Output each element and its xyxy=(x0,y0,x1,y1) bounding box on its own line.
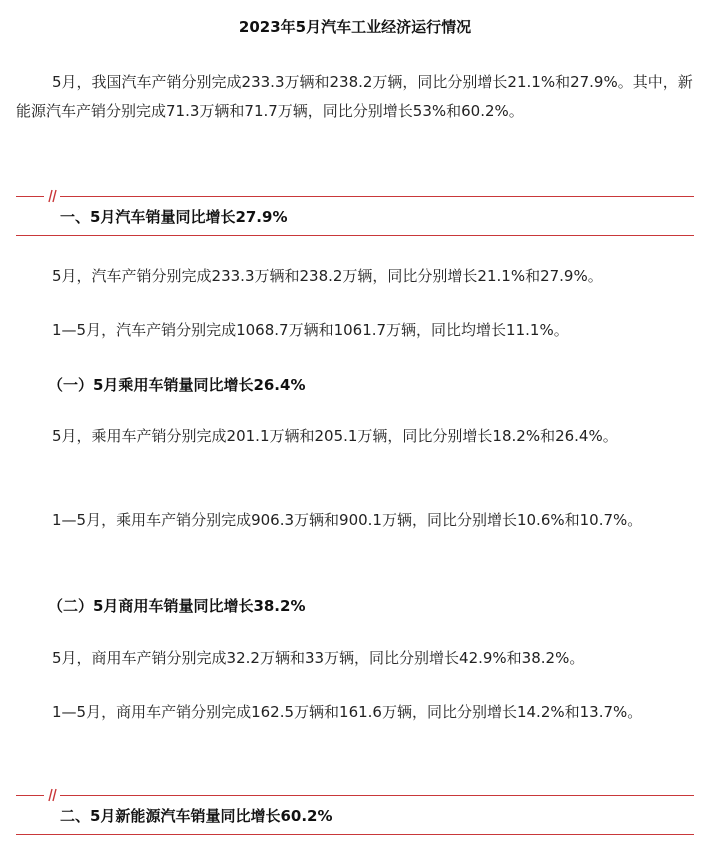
article-title: 2023年5月汽车工业经济运行情况 xyxy=(238,18,472,36)
section1-paragraph-1: 5月，汽车产销分别完成233.3万辆和238.2万辆，同比分别增长21.1%和27.9%。 xyxy=(52,267,603,285)
section-title-1: 一、5月汽车销量同比增长27.9% xyxy=(60,208,288,226)
subsection2-paragraph-2: 1—5月，商用车产销分别完成162.5万辆和161.6万辆，同比分别增长14.2%和13.7%。 xyxy=(52,703,643,721)
intro-paragraph xyxy=(16,68,696,126)
subsection-title-2: （二）5月商用车销量同比增长38.2% xyxy=(48,597,306,615)
double-slash-icon xyxy=(44,788,60,802)
subsection1-paragraph-2: 1—5月，乘用车产销分别完成906.3万辆和900.1万辆，同比分别增长10.6%和10.7%。 xyxy=(52,511,643,529)
section-heading-1 xyxy=(16,196,694,236)
section-divider-bottom xyxy=(16,834,694,835)
section-divider-bottom xyxy=(16,235,694,236)
intro-text: 5月，我国汽车产销分别完成233.3万辆和238.2万辆，同比分别增长21.1%和27.9%。其中，新能源汽车产销分别完成71.3万辆和71.7万辆，同比分别增长53%和60.2%。 xyxy=(16,73,693,120)
section-divider-top xyxy=(16,196,694,197)
double-slash-icon xyxy=(44,189,60,203)
subsection-title-1: （一）5月乘用车销量同比增长26.4% xyxy=(48,376,306,394)
section-heading-2 xyxy=(16,795,694,835)
section1-paragraph-2: 1—5月，汽车产销分别完成1068.7万辆和1061.7万辆，同比均增长11.1%。 xyxy=(52,321,569,339)
section-title-2: 二、5月新能源汽车销量同比增长60.2% xyxy=(60,807,333,825)
subsection2-paragraph-1: 5月，商用车产销分别完成32.2万辆和33万辆，同比分别增长42.9%和38.2%。 xyxy=(52,649,585,667)
section-divider-top xyxy=(16,795,694,796)
subsection1-paragraph-1: 5月，乘用车产销分别完成201.1万辆和205.1万辆，同比分别增长18.2%和26.4%。 xyxy=(52,427,618,445)
